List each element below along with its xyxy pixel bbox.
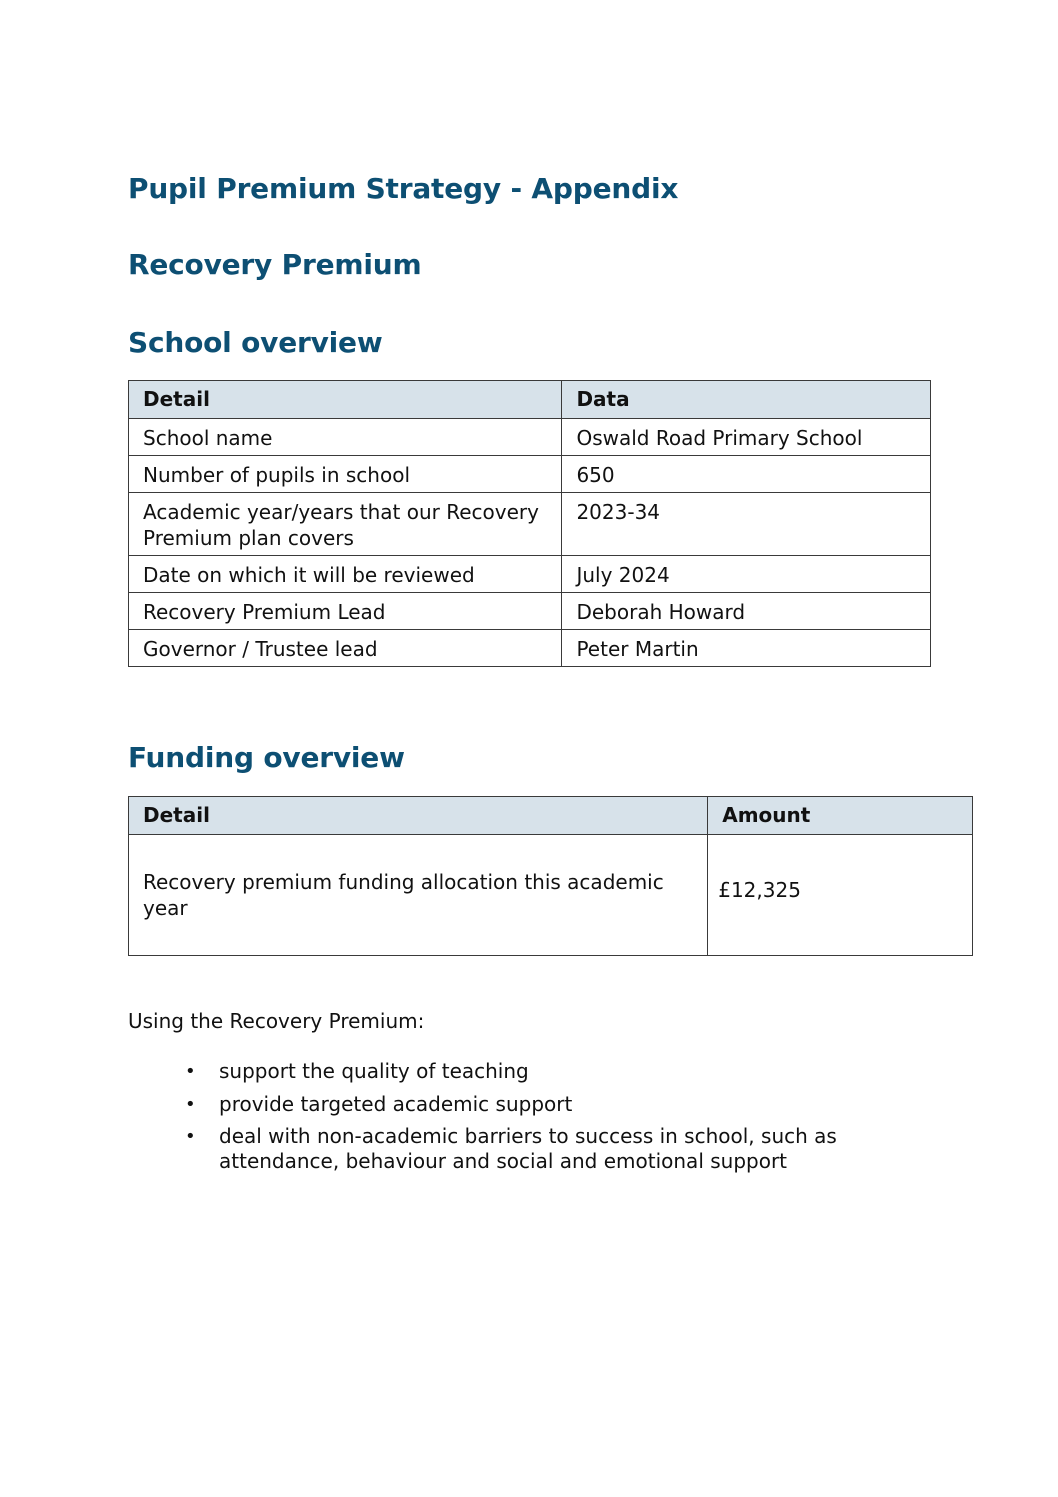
row-data: July 2024 <box>562 556 931 593</box>
row-data: Peter Martin <box>562 630 931 667</box>
row-data: 2023-34 <box>562 493 931 556</box>
row-amount: £12,325 <box>708 835 973 956</box>
bullet-icon: • <box>185 1061 196 1082</box>
column-header-detail: Detail <box>129 381 562 419</box>
document-title: Pupil Premium Strategy - Appendix <box>128 172 679 205</box>
row-detail: Governor / Trustee lead <box>129 630 562 667</box>
table-header-row <box>129 797 973 835</box>
row-detail: Date on which it will be reviewed <box>129 556 562 593</box>
table-row <box>129 630 931 667</box>
school-overview-heading: School overview <box>128 326 383 359</box>
table-row <box>129 419 931 456</box>
funding-overview-heading: Funding overview <box>128 741 405 774</box>
column-header-detail: Detail <box>129 797 708 835</box>
table-row <box>129 835 973 956</box>
row-data: 650 <box>562 456 931 493</box>
table-header-row <box>129 381 931 419</box>
column-header-amount: Amount <box>708 797 973 835</box>
school-overview-table <box>128 380 931 667</box>
row-detail: School name <box>129 419 562 456</box>
list-item-text: support the quality of teaching <box>219 1059 529 1083</box>
row-data: Oswald Road Primary School <box>562 419 931 456</box>
column-header-data: Data <box>562 381 931 419</box>
list-item-text: deal with non-academic barriers to success in school, such as attendance, behaviour and social and emotional support <box>219 1124 837 1173</box>
list-item <box>185 1059 939 1084</box>
row-data: Deborah Howard <box>562 593 931 630</box>
row-detail: Number of pupils in school <box>129 456 562 493</box>
list-item <box>185 1091 939 1117</box>
row-detail: Recovery premium funding allocation this academic year <box>129 835 708 956</box>
list-item <box>185 1124 939 1174</box>
row-detail: Academic year/years that our Recovery Premium plan covers <box>129 493 562 556</box>
table-row <box>129 493 931 556</box>
table-row <box>129 456 931 493</box>
bullet-icon: • <box>185 1093 196 1115</box>
usage-intro: Using the Recovery Premium: <box>128 1009 425 1033</box>
list-item-text: provide targeted academic support <box>219 1091 573 1116</box>
document-subtitle: Recovery Premium <box>128 248 422 281</box>
table-row <box>129 593 931 630</box>
row-detail: Recovery Premium Lead <box>129 593 562 630</box>
usage-list <box>185 1059 939 1182</box>
funding-overview-table <box>128 796 973 956</box>
bullet-icon: • <box>185 1126 196 1147</box>
table-row <box>129 556 931 593</box>
